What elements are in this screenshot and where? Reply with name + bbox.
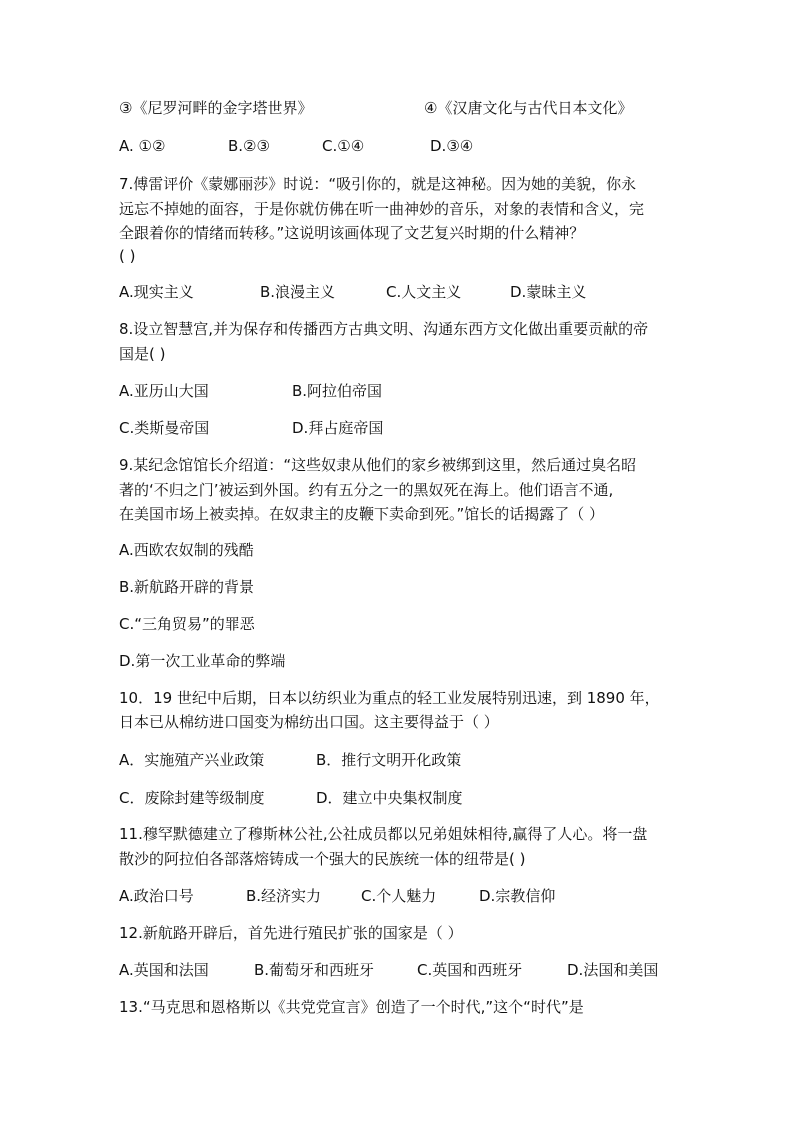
q11-option-c: C.个人魅力 (361, 887, 437, 905)
q9-option-c: C.“三角贸易”的罪恶 (119, 615, 255, 633)
q7-answer-blank: ( ) (119, 247, 136, 265)
q6-option-b: B.②③ (228, 137, 270, 155)
q10-option-b: B．推行文明开化政策 (316, 751, 462, 769)
q10-option-d: D．建立中央集权制度 (316, 789, 463, 807)
q8-option-d: D.拜占庭帝国 (292, 419, 384, 437)
q11-line-1: 11.穆罕默德建立了穆斯林公社,公社成员都以兄弟姐妹相待,赢得了人心。将一盘 (119, 825, 648, 843)
q9-option-b: B.新航路开辟的背景 (119, 578, 255, 596)
q7-line-2: 远忘不掉她的面容，于是你就仿佛在听一曲神妙的音乐，对象的表情和含义，完 (119, 200, 645, 218)
q9-line-3: 在美国市场上被卖掉。在奴隶主的皮鞭下卖命到死。”馆长的话揭露了（ ） (119, 505, 605, 523)
q11-option-a: A.政治口号 (119, 887, 194, 905)
q7-option-a: A.现实主义 (119, 283, 194, 301)
q6-item-4: ④《汉唐文化与古代日本文化》 (424, 99, 633, 117)
q12-option-a: A.英国和法国 (119, 961, 209, 979)
q12-option-c: C.英国和西班牙 (417, 961, 523, 979)
q7-option-b: B.浪漫主义 (260, 283, 336, 301)
q10-option-a: A．实施殖产兴业政策 (119, 751, 265, 769)
q13-line-1: 13.“马克思和恩格斯以《共党党宣言》创造了一个时代,”这个“时代”是 (119, 998, 584, 1016)
q10-option-c: C．废除封建等级制度 (119, 789, 265, 807)
q12-option-b: B.葡萄牙和西班牙 (254, 961, 375, 979)
q9-option-d: D.第一次工业革命的弊端 (119, 652, 286, 670)
q8-line-2: 国是( ) (119, 345, 166, 363)
q6-item-3: ③《尼罗河畔的金字塔世界》 (119, 99, 313, 117)
q7-option-c: C.人文主义 (386, 283, 462, 301)
q8-option-c: C.类斯曼帝国 (119, 419, 210, 437)
q7-line-1: 7.傅雷评价《蒙娜丽莎》时说：“吸引你的，就是这神秘。因为她的美貌，你永 (119, 175, 637, 193)
q12-option-d: D.法国和美国 (567, 961, 659, 979)
q11-option-b: B.经济实力 (246, 887, 322, 905)
q8-line-1: 8.设立智慧宫,并为保存和传播西方古典文明、沟通东西方文化做出重要贡献的帝 (119, 320, 649, 338)
q6-option-a: A. ①② (119, 137, 166, 155)
q8-option-b: B.阿拉伯帝国 (292, 382, 383, 400)
q12-line-1: 12.新航路开辟后，首先进行殖民扩张的国家是（ ） (119, 924, 463, 942)
q9-option-a: A.西欧农奴制的残酷 (119, 541, 254, 559)
q11-line-2: 散沙的阿拉伯各部落熔铸成一个强大的民族统一体的纽带是( ) (119, 850, 526, 868)
q10-line-1: 10．19 世纪中后期，日本以纺织业为重点的轻工业发展特别迅速，到 1890 年， (119, 689, 660, 707)
q10-line-2: 日本已从棉纺进口国变为棉纺出口国。这主要得益于（ ） (119, 713, 499, 731)
q7-option-d: D.蒙昧主义 (510, 283, 587, 301)
q6-option-d: D.③④ (430, 137, 474, 155)
q7-line-3: 全跟着你的情绪而转移。”这说明该画体现了文艺复兴时期的什么精神？ (119, 224, 585, 242)
q9-line-2: 著的‘不归之门’被运到外国。约有五分之一的黑奴死在海上。他们语言不通, (119, 481, 614, 499)
q11-option-d: D.宗教信仰 (479, 887, 556, 905)
q6-option-c: C.①④ (322, 137, 365, 155)
q8-option-a: A.亚历山大国 (119, 382, 209, 400)
q9-line-1: 9.某纪念馆馆长介绍道：“这些奴隶从他们的家乡被绑到这里，然后通过臭名昭 (119, 456, 637, 474)
